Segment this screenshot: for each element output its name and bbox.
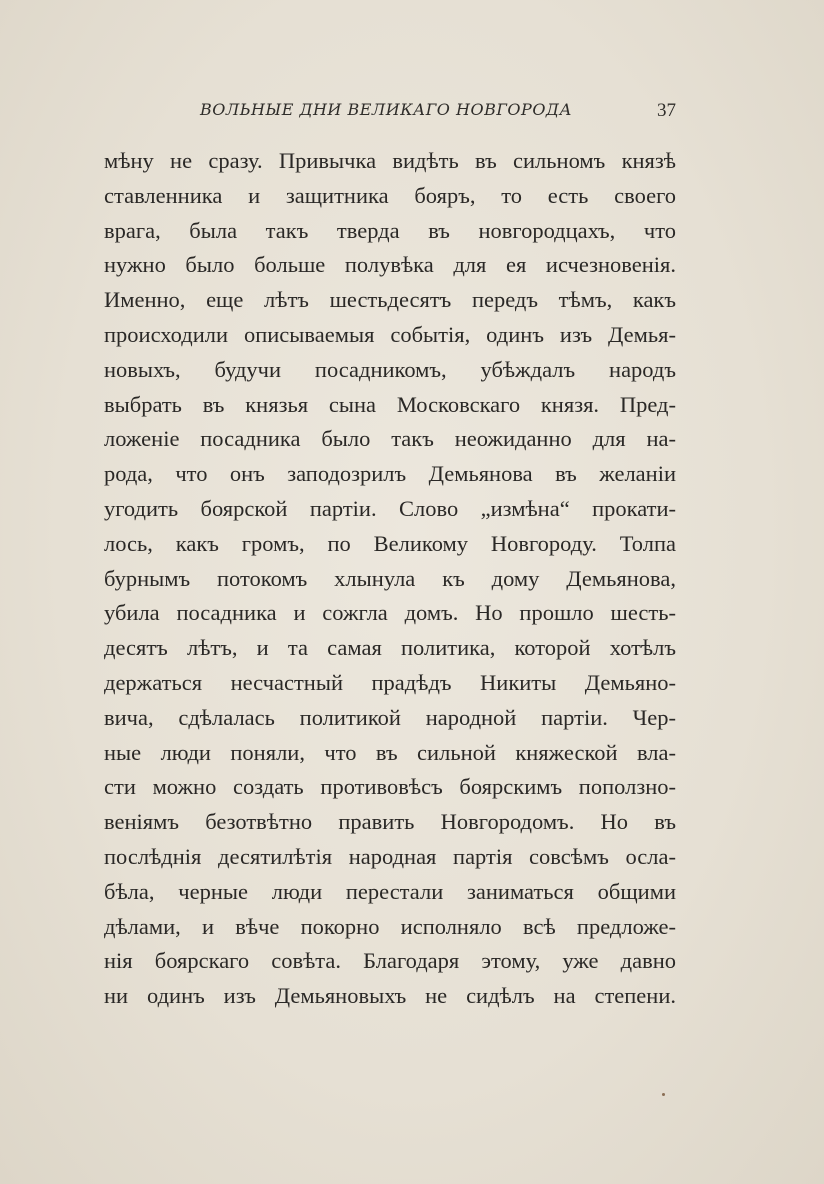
text-line: угодить боярской партіи. Слово „измѣна“ прокати-	[104, 495, 676, 521]
text-line: ложеніе посадника было такъ неожиданно для на-	[104, 426, 676, 452]
running-head	[104, 100, 676, 126]
text-line: рода, что онъ заподозрилъ Демьянова въ желаніи	[104, 461, 676, 487]
body-text	[104, 144, 676, 1014]
paper-speck	[662, 1093, 665, 1096]
text-line: Именно, еще лѣтъ шестьдесятъ передъ тѣмъ, какъ	[104, 287, 676, 313]
running-title: ВОЛЬНЫЕ ДНИ ВЕЛИКАГО НОВГОРОДА	[200, 100, 573, 119]
text-line: нужно было больше полувѣка для ея исчезновенія.	[104, 252, 676, 278]
text-line: послѣднія десятилѣтія народная партія совсѣмъ осла-	[104, 843, 676, 869]
text-line: держаться несчастный прадѣдъ Никиты Демьяно-	[104, 669, 676, 695]
text-line: сти можно создать противовѣсъ боярскимъ поползно-	[104, 774, 676, 800]
text-line: ставленника и защитника бояръ, то есть своего	[104, 182, 676, 208]
text-line: выбрать въ князья сына Московскаго князя. Пред-	[104, 391, 676, 417]
text-line: новыхъ, будучи посадникомъ, убѣждалъ народъ	[104, 356, 676, 382]
text-line: происходили описываемыя событія, одинъ изъ Демья-	[104, 321, 676, 347]
text-line: лось, какъ громъ, по Великому Новгороду. Толпа	[104, 530, 676, 556]
text-line: мѣну не сразу. Привычка видѣть въ сильномъ князѣ	[104, 148, 676, 173]
text-line: нія боярскаго совѣта. Благодаря этому, уже давно	[104, 948, 676, 974]
page-number: 37	[657, 100, 676, 121]
text-line: ни одинъ изъ Демьяновыхъ не сидѣлъ на степени.	[104, 983, 676, 1009]
text-line: убила посадника и сожгла домъ. Но прошло шесть-	[104, 600, 676, 626]
text-line: бурнымъ потокомъ хлынула къ дому Демьянова,	[104, 565, 676, 591]
text-line: врага, была такъ тверда въ новгородцахъ, что	[104, 217, 676, 243]
text-line: десятъ лѣтъ, и та самая политика, которой хотѣлъ	[104, 635, 676, 661]
text-line: дѣлами, и вѣче покорно исполняло всѣ предложе-	[104, 913, 676, 939]
text-line: вича, сдѣлалась политикой народной партіи. Чер-	[104, 704, 676, 730]
text-line: ные люди поняли, что въ сильной княжеской вла-	[104, 739, 676, 765]
text-line: бѣла, черные люди перестали заниматься общими	[104, 878, 676, 904]
text-line: веніямъ безотвѣтно править Новгородомъ. Но въ	[104, 809, 676, 835]
